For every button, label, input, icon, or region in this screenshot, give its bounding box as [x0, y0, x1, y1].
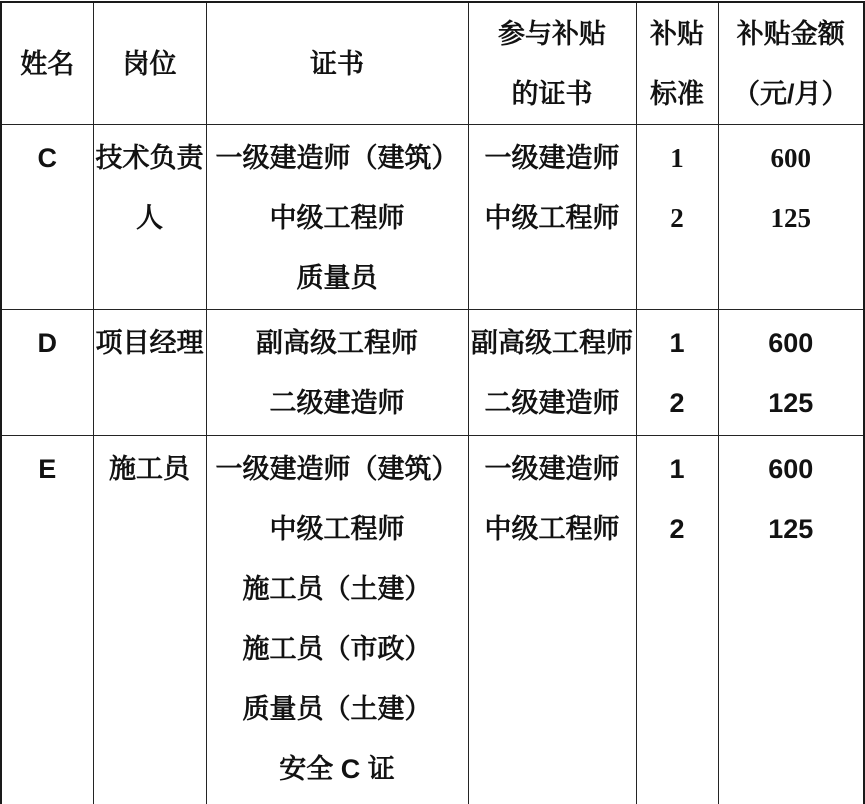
header-row [1, 2, 864, 125]
certificate-line: 施工员（市政） [242, 634, 432, 664]
subsidized-certificate-line: 一级建造师 [484, 454, 620, 484]
subsidized-certificate-line: 副高级工程师 [471, 328, 633, 358]
certificate-line: 施工员（土建） [242, 574, 432, 604]
header-cell-name [1, 2, 93, 125]
header-cell-standard [636, 2, 718, 125]
certificate-line: 二级建造师 [269, 388, 405, 418]
table-row-d [1, 310, 864, 436]
amount-value: 600 [768, 328, 814, 358]
cell-subsidized-certificates [468, 125, 636, 310]
name-value: D [37, 328, 57, 358]
standard-value: 1 [669, 328, 685, 358]
cell-certificates [206, 436, 468, 804]
amount-value: 125 [768, 388, 814, 418]
position-value: 项目经理 [95, 328, 204, 358]
header-label-standard-line1: 补贴 [650, 18, 704, 49]
standard-value: 1 [670, 143, 684, 173]
cell-name [1, 436, 93, 804]
standard-value: 2 [670, 203, 684, 233]
certificate-line: 中级工程师 [269, 514, 405, 544]
header-cell-subsidized-certificate [468, 2, 636, 125]
certificate-line: 安全 C 证 [279, 754, 395, 784]
header-label-subsidized-certificate-line2: 的证书 [511, 78, 593, 109]
amount-value: 125 [768, 514, 814, 544]
cell-position [93, 310, 206, 436]
standard-value: 2 [669, 388, 685, 418]
position-value: 施工员 [109, 454, 190, 484]
cell-standards [636, 436, 718, 804]
cell-subsidized-certificates [468, 436, 636, 804]
cell-amounts [718, 310, 864, 436]
header-cell-certificate [206, 2, 468, 125]
cell-standards [636, 310, 718, 436]
cell-subsidized-certificates [468, 310, 636, 436]
amount-value: 600 [770, 143, 811, 173]
subsidy-table [0, 1, 865, 804]
certificate-line: 质量员（土建） [242, 694, 432, 724]
header-cell-amount [718, 2, 864, 125]
cell-name [1, 125, 93, 310]
header-label-subsidized-certificate-line1: 参与补贴 [498, 18, 606, 49]
table-row-e [1, 436, 864, 804]
subsidized-certificate-line: 中级工程师 [484, 514, 620, 544]
cell-certificates [206, 125, 468, 310]
table-row-c [1, 125, 864, 310]
cell-amounts [718, 125, 864, 310]
subsidized-certificate-line: 二级建造师 [484, 388, 620, 418]
amount-value: 600 [768, 454, 814, 484]
cell-position [93, 125, 206, 310]
subsidized-certificate-line: 中级工程师 [484, 203, 620, 233]
amount-value: 125 [770, 203, 811, 233]
header-label-amount-line2: （元/月） [732, 78, 849, 109]
certificate-line: 中级工程师 [269, 203, 405, 233]
position-value: 技术负责人 [95, 143, 204, 233]
certificate-line: 一级建造师（建筑） [215, 454, 459, 484]
header-label-position: 岗位 [122, 48, 177, 79]
standard-value: 2 [669, 514, 685, 544]
header-cell-position [93, 2, 206, 125]
subsidized-certificate-line: 一级建造师 [484, 143, 620, 173]
header-label-amount-line1: 补贴金额 [736, 18, 845, 49]
header-label-name: 姓名 [20, 48, 75, 79]
cell-standards [636, 125, 718, 310]
certificate-line: 副高级工程师 [256, 328, 418, 358]
cell-amounts [718, 436, 864, 804]
header-label-standard-line2: 标准 [650, 78, 704, 109]
cell-certificates [206, 310, 468, 436]
certificate-line: 质量员 [296, 263, 378, 293]
header-label-certificate: 证书 [310, 48, 364, 79]
name-value: E [38, 454, 57, 484]
cell-position [93, 436, 206, 804]
cell-name [1, 310, 93, 436]
standard-value: 1 [669, 454, 685, 484]
name-value: C [37, 143, 57, 173]
certificate-line: 一级建造师（建筑） [215, 143, 459, 173]
table-body [1, 125, 864, 804]
